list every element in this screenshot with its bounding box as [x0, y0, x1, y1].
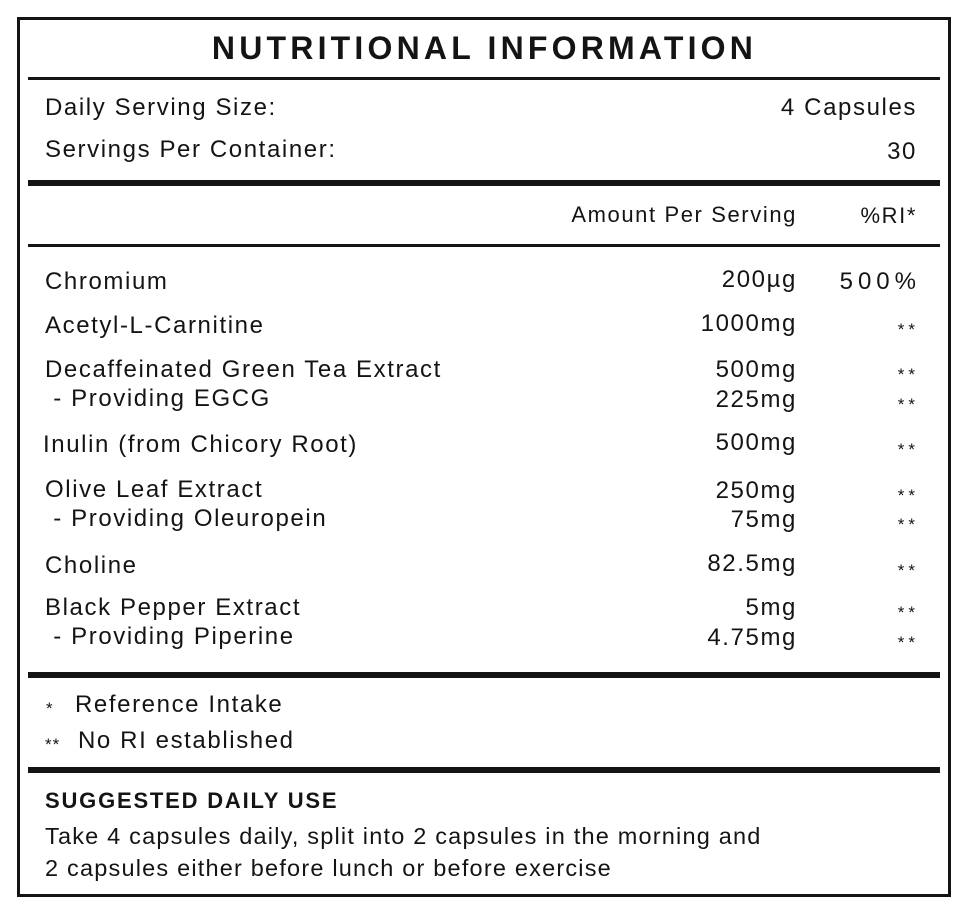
ingredient-amount: 500mg [715, 429, 797, 456]
ingredient-ri: ** [897, 395, 919, 414]
ingredient-amount: 82.5mg [707, 550, 797, 577]
ingredient-name: Decaffeinated Green Tea Extract [45, 356, 442, 383]
divider-header [28, 244, 940, 247]
ingredient-name: Olive Leaf Extract [45, 476, 264, 503]
suggested-use-line-1: Take 4 capsules daily, split into 2 capsules in the morning and [45, 823, 762, 849]
ingredient-name: Inulin (from Chicory Root) [43, 431, 359, 458]
ingredient-ri: ** [897, 320, 919, 339]
ingredient-name: Acetyl-L-Carnitine [45, 312, 265, 339]
ingredient-ri: ** [897, 515, 919, 534]
ingredient-name: - Providing Oleuropein [45, 505, 328, 532]
servings-per-container-value: 30 [887, 138, 917, 165]
footnote-mark: ** [45, 735, 61, 754]
ingredient-ri: ** [897, 603, 919, 622]
ri-header: %RI* [860, 203, 917, 228]
ingredient-ri: ** [897, 633, 919, 652]
divider-title [28, 77, 940, 80]
ingredient-name: - Providing EGCG [45, 385, 271, 412]
ingredient-ri: ** [897, 440, 919, 459]
ingredient-name: Chromium [45, 268, 169, 295]
ingredient-amount: 4.75mg [707, 624, 797, 651]
ingredient-amount: 225mg [715, 386, 797, 413]
suggested-use-line-2: 2 capsules either before lunch or before exercise [45, 855, 612, 881]
footnote-text: No RI established [78, 727, 295, 754]
divider-serving [28, 180, 940, 186]
ingredient-ri: ** [897, 365, 919, 384]
ingredient-amount: 200µg [721, 266, 797, 293]
suggested-use-heading: SUGGESTED DAILY USE [45, 788, 339, 813]
amount-per-serving-header: Amount Per Serving [571, 202, 797, 227]
divider-footnotes [28, 767, 940, 773]
ingredient-ri: 500% [839, 268, 921, 295]
label-title: NUTRITIONAL INFORMATION [211, 30, 758, 66]
servings-per-container-label: Servings Per Container: [45, 136, 337, 163]
ingredient-amount: 250mg [715, 477, 797, 504]
ingredient-ri: ** [897, 561, 919, 580]
ingredient-amount: 500mg [715, 356, 797, 383]
footnote-mark: * [46, 699, 54, 718]
ingredient-name: Black Pepper Extract [45, 594, 302, 621]
divider-ingredients [28, 672, 940, 678]
serving-size-value: 4 Capsules [780, 94, 917, 121]
footnote-text: Reference Intake [75, 691, 284, 718]
ingredient-amount: 75mg [730, 506, 797, 533]
ingredient-name: - Providing Piperine [45, 623, 295, 650]
ingredient-amount: 5mg [745, 594, 797, 621]
ingredient-name: Choline [45, 552, 138, 579]
ingredient-amount: 1000mg [700, 310, 797, 337]
ingredient-ri: ** [897, 486, 919, 505]
serving-size-label: Daily Serving Size: [45, 94, 277, 121]
